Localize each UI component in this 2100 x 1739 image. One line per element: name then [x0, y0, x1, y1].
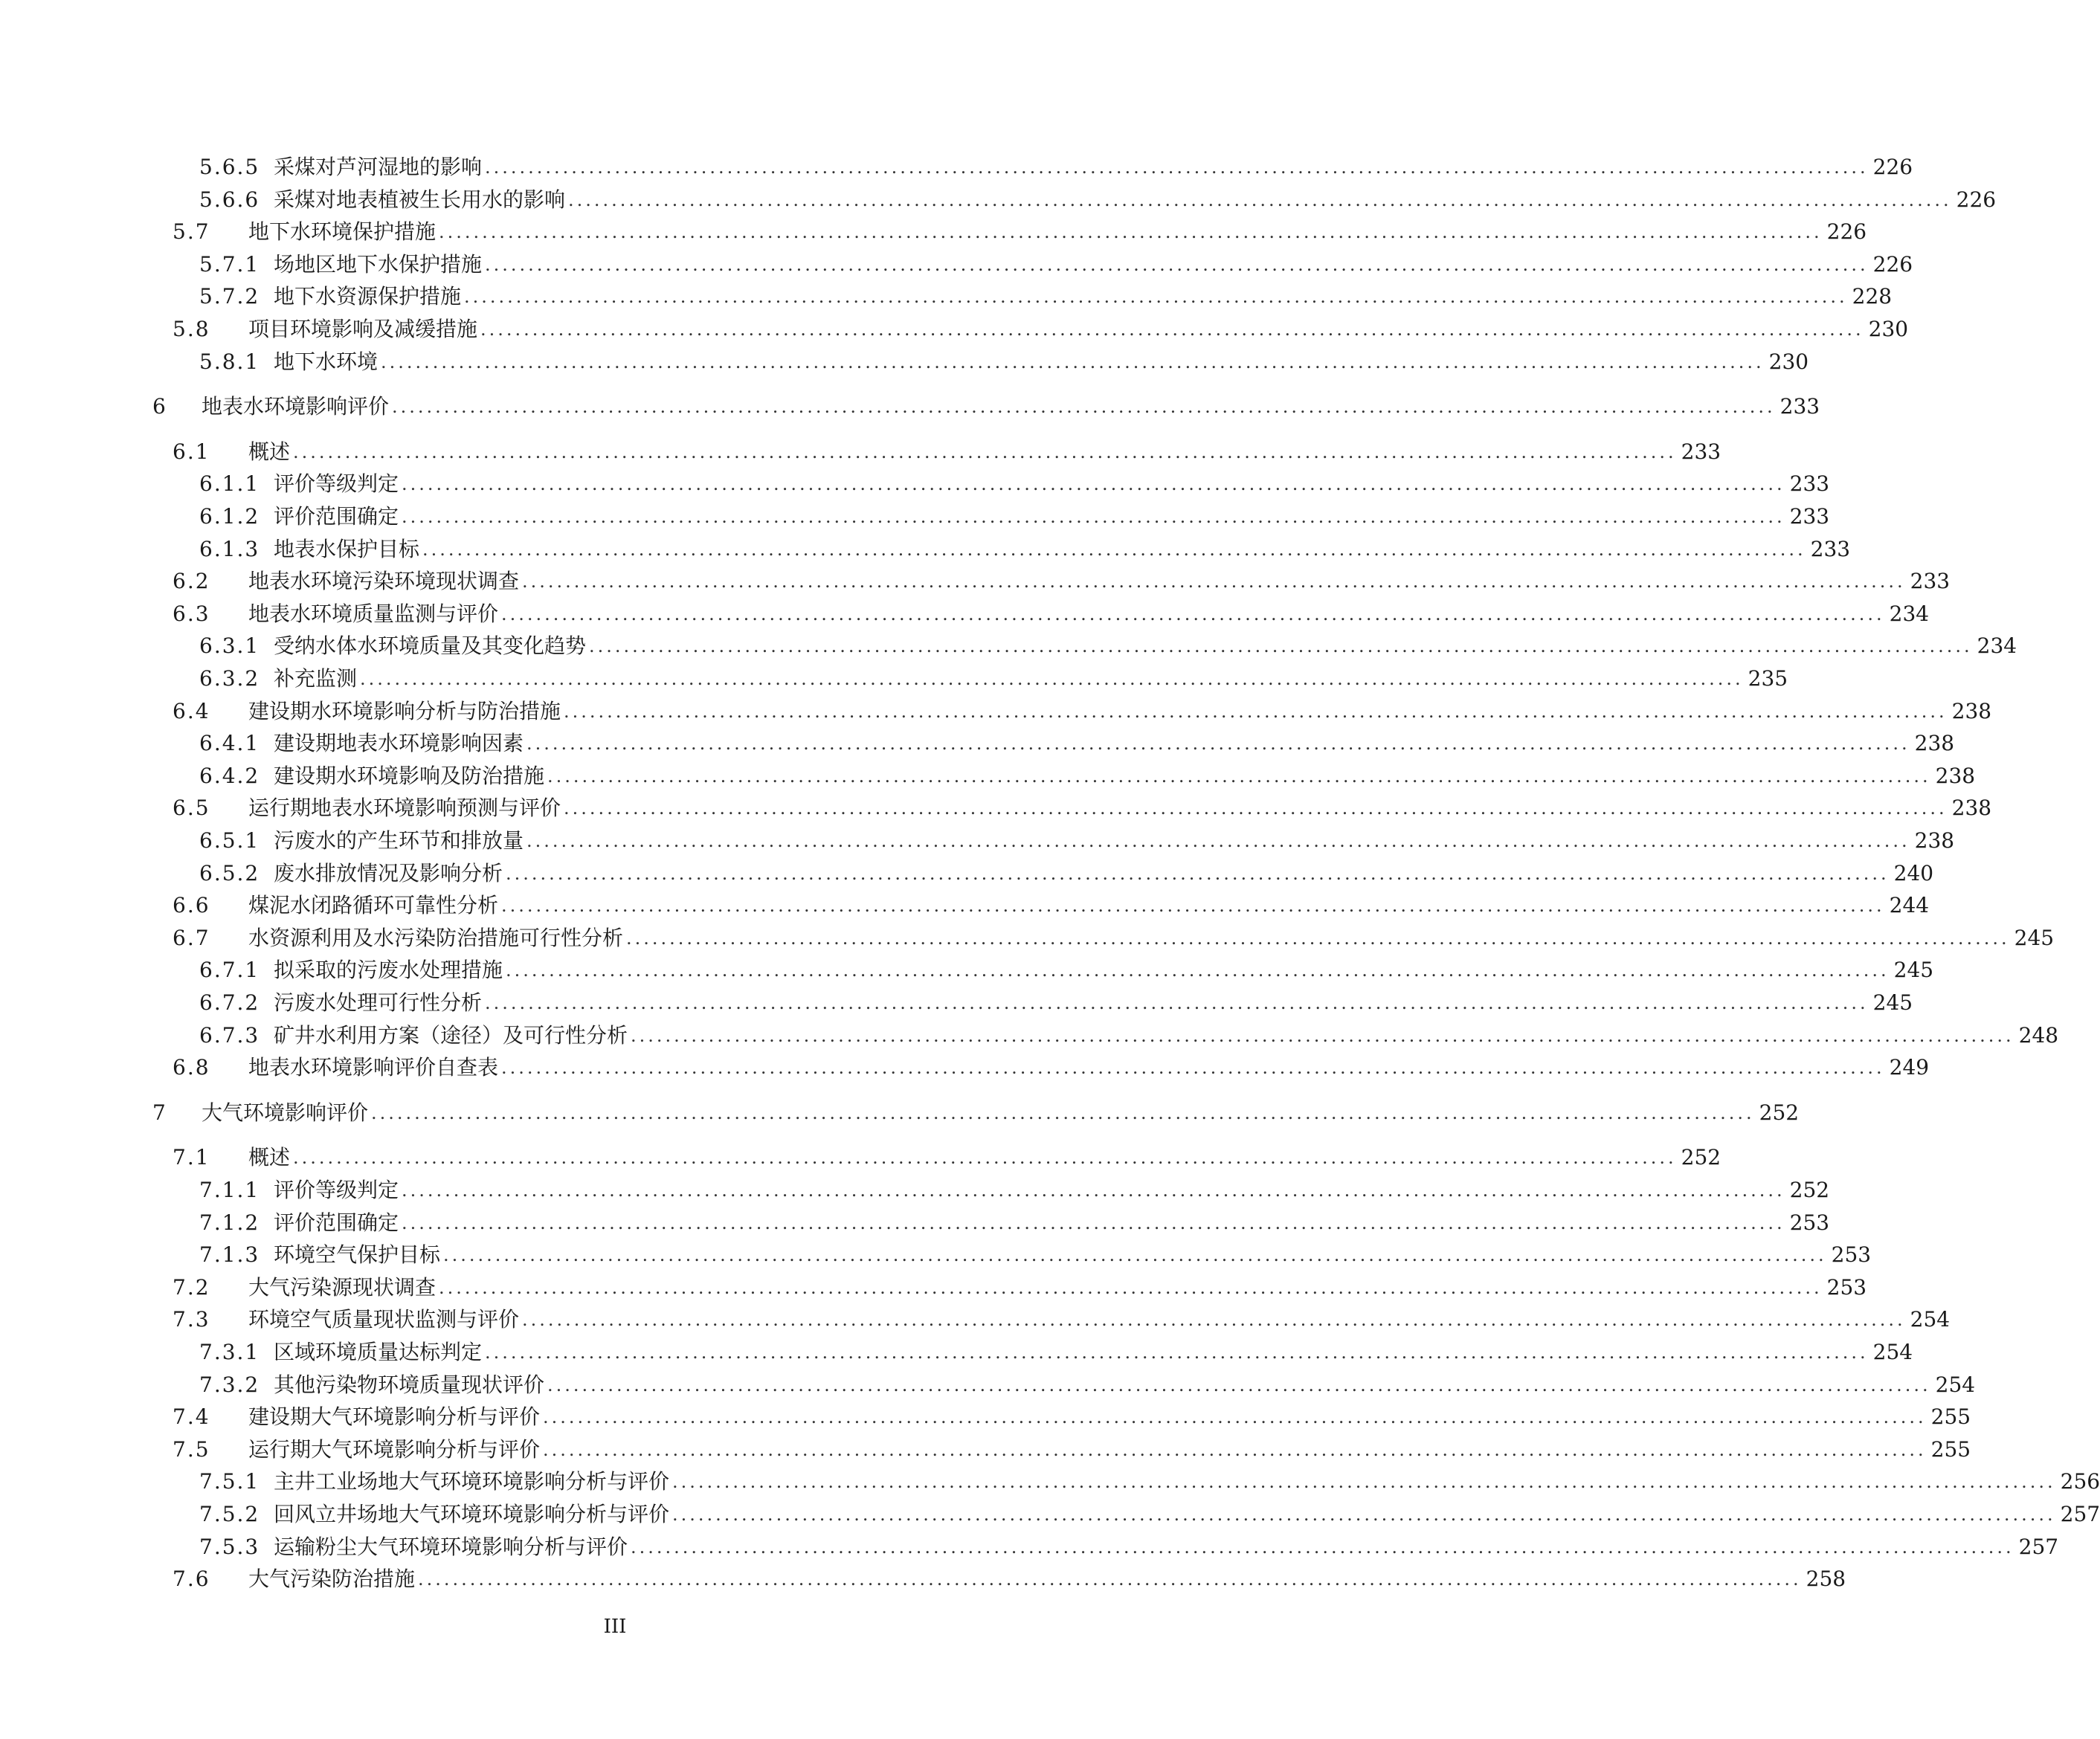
toc-entry-page: 235 [1748, 666, 1788, 691]
toc-entry[interactable] [199, 1370, 1976, 1400]
toc-entry-page: 253 [1831, 1242, 1872, 1267]
dot-leader: ................................................................................................................................................................ [672, 1504, 2056, 1525]
toc-entry-number: 6.8 [173, 1055, 210, 1080]
toc-entry-page: 256 [2060, 1469, 2100, 1494]
toc-entry-title: 场地区地下水保护措施 [274, 252, 483, 277]
toc-entry[interactable] [199, 631, 2017, 661]
toc-entry-number: 6.2 [173, 569, 210, 593]
toc-entry[interactable] [173, 599, 1930, 629]
toc-entry[interactable] [199, 282, 1893, 312]
toc-entry-title: 水资源利用及水污染防治措施可行性分析 [248, 926, 624, 950]
toc-entry[interactable] [173, 567, 1951, 596]
toc-entry[interactable] [199, 535, 1851, 564]
toc-entry-number: 6.3.1 [199, 633, 260, 658]
toc-entry-page: 244 [1889, 893, 1930, 917]
toc-entry-number: 7.3.1 [199, 1340, 260, 1364]
toc-entry-page: 255 [1930, 1404, 1971, 1429]
dot-leader: ................................................................................................................................................................ [480, 319, 1864, 340]
toc-entry-title: 概述 [248, 439, 291, 464]
toc-entry-page: 234 [1977, 633, 2017, 658]
toc-entry[interactable] [199, 1175, 1830, 1205]
toc-entry-title: 污废水处理可行性分析 [274, 990, 483, 1015]
dot-leader: ................................................................................................................................................................ [293, 442, 1677, 462]
toc-entry[interactable] [173, 697, 1992, 726]
toc-entry-number: 6.6 [173, 893, 210, 917]
toc-entry-page: 238 [1914, 828, 1955, 853]
toc-entry-title: 矿井水利用方案（途径）及可行性分析 [274, 1023, 628, 1048]
toc-entry-title: 地下水环境 [274, 349, 379, 374]
toc-entry-number: 6.5.2 [199, 861, 260, 885]
toc-entry[interactable] [199, 826, 1955, 856]
dot-leader: ................................................................................................................................................................ [293, 1147, 1677, 1168]
toc-entry-number: 7.3.2 [199, 1372, 260, 1397]
dot-leader: ................................................................................................................................................................ [418, 1569, 1802, 1590]
dot-leader: ................................................................................................................................................................ [422, 539, 1806, 560]
toc-entry[interactable] [173, 217, 1867, 247]
dot-leader: ................................................................................................................................................................ [402, 506, 1785, 527]
toc-entry[interactable] [173, 1435, 1971, 1465]
dot-leader: ................................................................................................................................................................ [631, 1537, 2014, 1558]
toc-entry-number: 7.5.3 [199, 1535, 260, 1559]
toc-entry-number: 7.6 [173, 1567, 210, 1591]
toc-entry-number: 5.7.2 [199, 284, 260, 309]
dot-leader: ................................................................................................................................................................ [522, 1309, 1906, 1330]
toc-entry[interactable] [199, 1208, 1830, 1238]
toc-entry[interactable] [173, 1564, 1846, 1594]
toc-entry[interactable] [173, 1273, 1867, 1303]
dot-leader: ................................................................................................................................................................ [501, 1057, 1885, 1078]
dot-leader: ................................................................................................................................................................ [485, 993, 1869, 1013]
toc-entry[interactable] [199, 1532, 2059, 1562]
toc-entry-title: 地表水环境污染环境现状调查 [248, 569, 520, 593]
toc-entry-page: 258 [1806, 1567, 1846, 1591]
toc-entry-page: 240 [1893, 861, 1934, 885]
toc-entry-title: 受纳水体水环境质量及其变化趋势 [274, 633, 587, 658]
toc-entry-title: 项目环境影响及减缓措施 [248, 317, 478, 341]
toc-entry-number: 7.1.3 [199, 1242, 260, 1267]
toc-entry[interactable] [199, 761, 1976, 791]
toc-entry-number: 6.4 [173, 699, 210, 723]
toc-entry-number: 5.7 [173, 219, 210, 244]
toc-entry-title: 评价等级判定 [274, 1178, 399, 1202]
toc-entry-title: 补充监测 [274, 666, 358, 691]
toc-entry-title: 煤泥水闭路循环可靠性分析 [248, 893, 499, 917]
toc-entry-number: 5.7.1 [199, 252, 260, 277]
toc-entry-number: 6.3 [173, 601, 210, 626]
toc-entry-number: 6.5 [173, 796, 210, 820]
dot-leader: ................................................................................................................................................................ [564, 798, 1948, 819]
toc-entry-title: 大气环境影响评价 [202, 1100, 369, 1125]
toc-entry-number: 6.3.2 [199, 666, 260, 691]
toc-entry-number: 7.3 [173, 1307, 210, 1332]
toc-entry-title: 采煤对地表植被生长用水的影响 [274, 187, 566, 212]
dot-leader: ................................................................................................................................................................ [402, 1213, 1785, 1233]
toc-entry-title: 建设期水环境影响及防治措施 [274, 764, 545, 788]
toc-entry-title: 地表水环境影响评价 [202, 394, 390, 419]
toc-entry[interactable] [173, 437, 1721, 467]
toc-entry-number: 6.1 [173, 439, 210, 464]
toc-entry-title: 地表水环境质量监测与评价 [248, 601, 499, 626]
toc-entry-page: 238 [1914, 731, 1955, 755]
dot-leader: ................................................................................................................................................................ [547, 766, 1931, 787]
toc-entry-number: 7.1 [173, 1145, 210, 1169]
toc-entry-page: 253 [1789, 1210, 1830, 1235]
toc-entry-title: 大气污染源现状调查 [248, 1275, 437, 1300]
toc-entry-page: 228 [1852, 284, 1893, 309]
toc-entry-number: 5.6.6 [199, 187, 260, 212]
toc-entry-title: 环境空气质量现状监测与评价 [248, 1307, 520, 1332]
toc-entry-page: 230 [1768, 349, 1809, 374]
toc-entry-title: 评价范围确定 [274, 1210, 399, 1235]
toc-entry-title: 运行期大气环境影响分析与评价 [248, 1437, 541, 1462]
toc-entry-title: 建设期水环境影响分析与防治措施 [248, 699, 561, 723]
toc-entry-page: 226 [1956, 187, 1997, 212]
toc-entry-number: 7.5.2 [199, 1502, 260, 1526]
toc-entry[interactable] [173, 1402, 1971, 1432]
toc-entry-number: 6 [152, 394, 167, 419]
toc-entry[interactable] [199, 729, 1955, 758]
toc-entry-page: 245 [1893, 958, 1934, 982]
toc-entry-page: 257 [2018, 1535, 2059, 1559]
toc-entry-page: 245 [1872, 990, 1913, 1015]
toc-entry[interactable] [199, 955, 1934, 985]
dot-leader: ................................................................................................................................................................ [543, 1439, 1927, 1460]
toc-entry-title: 地表水环境影响评价自查表 [248, 1055, 499, 1080]
toc-entry-number: 6.1.1 [199, 471, 260, 496]
toc-entry[interactable] [199, 469, 1830, 499]
page-number-footer: III [603, 1616, 627, 1638]
dot-leader: ................................................................................................................................................................ [464, 286, 1848, 307]
toc-entry-number: 7 [152, 1100, 167, 1125]
dot-leader: ................................................................................................................................................................ [485, 1342, 1869, 1363]
toc-entry-title: 评价等级判定 [274, 471, 399, 496]
toc-entry-title: 其他污染物环境质量现状评价 [274, 1372, 545, 1397]
dot-leader: ................................................................................................................................................................ [543, 1407, 1927, 1427]
toc-entry[interactable] [199, 152, 1913, 182]
toc-entry-title: 主井工业场地大气环境环境影响分析与评价 [274, 1469, 670, 1494]
toc-entry-number: 6.7.3 [199, 1023, 260, 1048]
toc-entry-number: 5.8 [173, 317, 210, 341]
dot-leader: ................................................................................................................................................................ [631, 1025, 2014, 1046]
dot-leader: ................................................................................................................................................................ [371, 1103, 1755, 1123]
toc-entry-page: 245 [2014, 926, 2055, 950]
toc-entry-page: 226 [1826, 219, 1867, 244]
dot-leader: ................................................................................................................................................................ [547, 1375, 1931, 1396]
toc-entry-page: 230 [1868, 317, 1909, 341]
toc-entry-title: 地表水保护目标 [274, 537, 420, 561]
toc-entry[interactable] [173, 793, 1992, 823]
toc-entry-page: 257 [2060, 1502, 2100, 1526]
dot-leader: ................................................................................................................................................................ [672, 1471, 2056, 1492]
toc-entry-title: 大气污染防治措施 [248, 1567, 416, 1591]
dot-leader: ................................................................................................................................................................ [360, 668, 1744, 689]
toc-entry-number: 5.8.1 [199, 349, 260, 374]
toc-entry-title: 环境空气保护目标 [274, 1242, 441, 1267]
dot-leader: ................................................................................................................................................................ [402, 474, 1785, 494]
toc-entry-page: 233 [1789, 504, 1830, 529]
dot-leader: ................................................................................................................................................................ [402, 1180, 1785, 1201]
dot-leader: ................................................................................................................................................................ [392, 396, 1776, 417]
toc-entry-page: 252 [1759, 1100, 1800, 1125]
toc-entry-page: 233 [1910, 569, 1951, 593]
toc-entry-number: 6.7 [173, 926, 210, 950]
toc-entry[interactable] [199, 185, 1997, 215]
toc-entry-page: 254 [1935, 1372, 1976, 1397]
dot-leader: ................................................................................................................................................................ [439, 1277, 1823, 1298]
dot-leader: ................................................................................................................................................................ [501, 895, 1885, 916]
dot-leader: ................................................................................................................................................................ [526, 733, 1910, 754]
dot-leader: ................................................................................................................................................................ [485, 254, 1869, 275]
toc-entry-title: 建设期地表水环境影响因素 [274, 731, 524, 755]
dot-leader: ................................................................................................................................................................ [626, 928, 2010, 949]
dot-leader: ................................................................................................................................................................ [589, 636, 1973, 656]
dot-leader: ................................................................................................................................................................ [506, 863, 1890, 884]
toc-entry[interactable] [199, 1240, 1872, 1270]
toc-entry-page: 252 [1789, 1178, 1830, 1202]
toc-entry-number: 7.5.1 [199, 1469, 260, 1494]
dot-leader: ................................................................................................................................................................ [485, 157, 1869, 178]
toc-entry-page: 226 [1872, 155, 1913, 179]
toc-entry[interactable] [173, 1143, 1721, 1172]
dot-leader: ................................................................................................................................................................ [501, 604, 1885, 625]
toc-entry-page: 249 [1889, 1055, 1930, 1080]
toc-entry-number: 6.1.2 [199, 504, 260, 529]
toc-entry-title: 评价范围确定 [274, 504, 399, 529]
toc-entry-page: 254 [1872, 1340, 1913, 1364]
toc-entry-number: 6.7.2 [199, 990, 260, 1015]
toc-entry-page: 255 [1930, 1437, 1971, 1462]
dot-leader: ................................................................................................................................................................ [506, 960, 1890, 981]
toc-entry-title: 地下水环境保护措施 [248, 219, 437, 244]
toc-entry[interactable] [199, 347, 1809, 377]
toc-entry-title: 采煤对芦河湿地的影响 [274, 155, 483, 179]
toc-entry-page: 233 [1681, 439, 1721, 464]
dot-leader: ................................................................................................................................................................ [381, 352, 1765, 372]
toc-entry[interactable] [199, 1021, 2059, 1051]
toc-entry[interactable] [199, 502, 1830, 532]
toc-entry-title: 区域环境质量达标判定 [274, 1340, 483, 1364]
dot-leader: ................................................................................................................................................................ [439, 222, 1823, 242]
toc-entry-page: 238 [1951, 796, 1992, 820]
toc-entry[interactable] [173, 1053, 1930, 1083]
toc-entry[interactable] [199, 1467, 2100, 1497]
toc-entry-title: 拟采取的污废水处理措施 [274, 958, 503, 982]
toc-entry-page: 238 [1935, 764, 1976, 788]
toc-entry[interactable] [199, 1500, 2100, 1529]
toc-entry[interactable] [152, 1098, 1800, 1128]
toc-entry-page: 254 [1910, 1307, 1951, 1332]
toc-entry-page: 233 [1810, 537, 1851, 561]
toc-entry-title: 运输粉尘大气环境环境影响分析与评价 [274, 1535, 628, 1559]
toc-entry-number: 7.1.2 [199, 1210, 260, 1235]
toc-entry-page: 226 [1872, 252, 1913, 277]
toc-entry-number: 7.1.1 [199, 1178, 260, 1202]
toc-entry-page: 253 [1826, 1275, 1867, 1300]
toc-entry-number: 7.4 [173, 1404, 210, 1429]
toc-entry-number: 7.5 [173, 1437, 210, 1462]
toc-entry[interactable] [173, 1305, 1951, 1335]
toc-entry-title: 概述 [248, 1145, 291, 1169]
toc-entry[interactable] [173, 923, 2055, 953]
dot-leader: ................................................................................................................................................................ [564, 701, 1948, 722]
dot-leader: ................................................................................................................................................................ [522, 571, 1906, 592]
dot-leader: ................................................................................................................................................................ [443, 1245, 1827, 1265]
toc-entry-page: 238 [1951, 699, 1992, 723]
toc-entry[interactable] [199, 859, 1934, 888]
toc-entry-title: 废水排放情况及影响分析 [274, 861, 503, 885]
dot-leader: ................................................................................................................................................................ [568, 190, 1952, 210]
toc-entry-page: 248 [2018, 1023, 2059, 1048]
toc-entry-title: 运行期地表水环境影响预测与评价 [248, 796, 561, 820]
toc-entry-page: 233 [1779, 394, 1820, 419]
toc-entry-title: 污废水的产生环节和排放量 [274, 828, 524, 853]
toc-entry-title: 回风立井场地大气环境环境影响分析与评价 [274, 1502, 670, 1526]
toc-entry[interactable] [199, 664, 1788, 694]
toc-entry-number: 7.2 [173, 1275, 210, 1300]
dot-leader: ................................................................................................................................................................ [526, 830, 1910, 851]
toc-entry-title: 地下水资源保护措施 [274, 284, 462, 309]
toc-entry[interactable] [199, 1338, 1913, 1367]
toc-entry-number: 6.1.3 [199, 537, 260, 561]
toc-entry-title: 建设期大气环境影响分析与评价 [248, 1404, 541, 1429]
toc-entry[interactable] [199, 250, 1913, 280]
toc-entry-page: 252 [1681, 1145, 1721, 1169]
toc-entry-number: 6.7.1 [199, 958, 260, 982]
toc-entry-number: 6.4.2 [199, 764, 260, 788]
toc-entry-page: 234 [1889, 601, 1930, 626]
toc-entry-number: 6.5.1 [199, 828, 260, 853]
toc-entry-page: 233 [1789, 471, 1830, 496]
toc-entry-number: 5.6.5 [199, 155, 260, 179]
toc-entry[interactable] [152, 392, 1820, 422]
toc-entry-number: 6.4.1 [199, 731, 260, 755]
toc-entry[interactable] [173, 314, 1909, 344]
toc-entry[interactable] [199, 988, 1913, 1018]
toc-entry[interactable] [173, 891, 1930, 920]
